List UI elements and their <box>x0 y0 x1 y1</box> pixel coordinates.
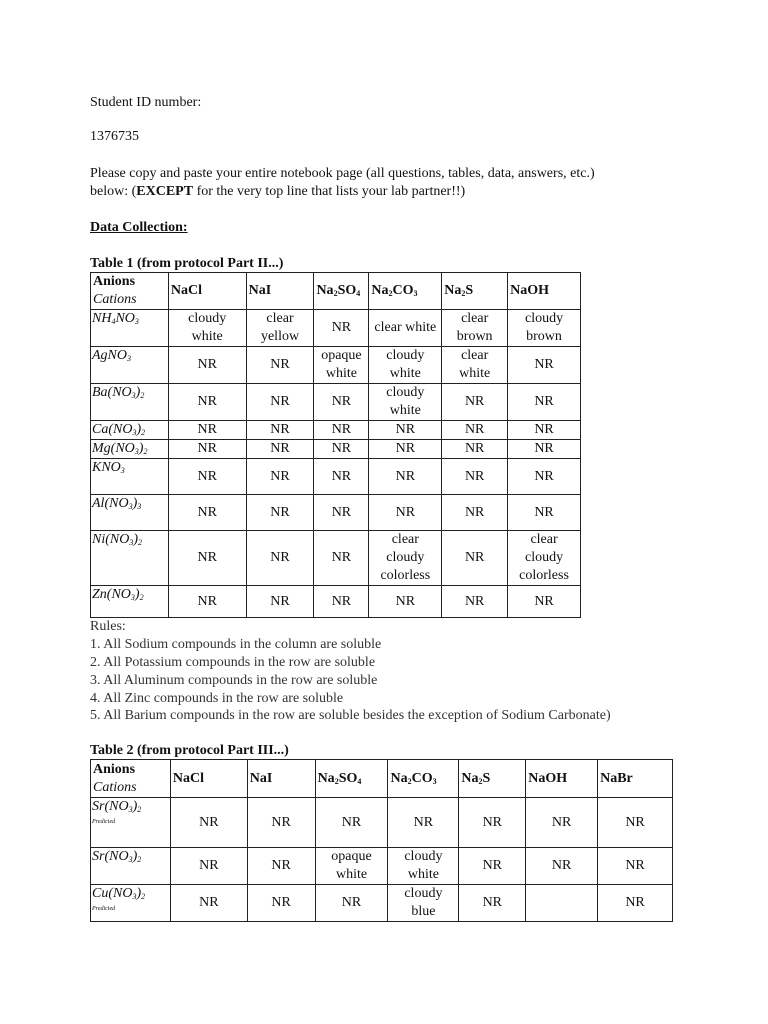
column-header: $Na_2S$ <box>459 760 526 798</box>
result-cell: NR <box>246 440 314 459</box>
result-cell: NR <box>246 421 314 440</box>
anions-label: Anions <box>93 274 136 289</box>
result-cell: clear brown <box>442 310 508 347</box>
result-cell: NR <box>459 798 526 848</box>
result-cell: NR <box>168 421 246 440</box>
table-row <box>91 459 581 495</box>
table-row <box>91 586 581 618</box>
result-cell: NR <box>442 531 508 586</box>
result-cell: NR <box>508 347 581 384</box>
rule-item: 3. All Aluminum compounds in the row are soluble <box>90 673 378 688</box>
cations-label: Cations <box>93 292 137 307</box>
result-cell: opaque white <box>315 848 388 885</box>
student-id-label: Student ID number: <box>90 95 202 110</box>
result-cell: NR <box>459 885 526 922</box>
cation-cell: $Ba(NO_3)_2$ <box>91 384 169 421</box>
table-row <box>91 885 673 922</box>
result-cell: NR <box>168 459 246 495</box>
rule-item: 1. All Sodium compounds in the column are soluble <box>90 637 382 652</box>
result-cell: clear yellow <box>246 310 314 347</box>
result-cell: NR <box>168 495 246 531</box>
column-header: NaOH <box>526 760 598 798</box>
result-cell: NR <box>598 885 673 922</box>
result-cell: NR <box>314 586 369 618</box>
result-cell: NR <box>388 798 459 848</box>
result-cell: NR <box>246 495 314 531</box>
cation-cell: AgNO$_3$ <box>91 347 169 384</box>
result-cell: NR <box>247 885 315 922</box>
cation-cell: $Ca(NO_3)_2$ <box>91 421 169 440</box>
result-cell: NR <box>526 798 598 848</box>
result-cell: NR <box>315 798 388 848</box>
predicted-note: Predicted <box>92 819 116 825</box>
result-cell: NR <box>314 459 369 495</box>
cation-cell: $Ni(NO_3)_2$ <box>91 531 169 586</box>
result-cell: NR <box>246 384 314 421</box>
result-cell: NR <box>442 421 508 440</box>
instruction-line-2-post: for the very top line that lists your lab partner!!) <box>193 184 466 199</box>
table-row <box>91 798 673 848</box>
student-id-value: 1376735 <box>90 129 139 144</box>
table-row <box>91 310 581 347</box>
result-cell: NR <box>508 495 581 531</box>
column-header: $Na_2SO_4$ <box>314 273 369 310</box>
result-cell: cloudy white <box>369 347 442 384</box>
column-header: NaCl <box>170 760 247 798</box>
cation-cell: $Mg(NO_3)_2$ <box>91 440 169 459</box>
table2 <box>90 759 673 922</box>
result-cell: NR <box>168 531 246 586</box>
result-cell: NR <box>170 885 247 922</box>
instruction-except: EXCEPT <box>136 184 194 199</box>
result-cell: NR <box>314 310 369 347</box>
result-cell: NR <box>369 495 442 531</box>
predicted-note: Predicted <box>92 906 116 912</box>
result-cell: NR <box>246 586 314 618</box>
result-cell: NR <box>314 384 369 421</box>
table-row <box>91 531 581 586</box>
rule-item: 4. All Zinc compounds in the row are soluble <box>90 691 344 706</box>
table-row <box>91 384 581 421</box>
result-cell: cloudy white <box>168 310 246 347</box>
result-cell: NR <box>247 848 315 885</box>
result-cell: NR <box>247 798 315 848</box>
instruction-line-1: Please copy and paste your entire notebook page (all questions, tables, data, answers, etc.) <box>90 166 595 181</box>
result-cell: NR <box>314 421 369 440</box>
result-cell: NR <box>442 586 508 618</box>
result-cell: cloudy white <box>369 384 442 421</box>
result-cell: NR <box>314 531 369 586</box>
result-cell: NR <box>598 798 673 848</box>
corner-cell <box>91 760 171 798</box>
result-cell: NR <box>168 347 246 384</box>
result-cell: NR <box>442 459 508 495</box>
cation-cell: $NH_4NO_3$ <box>91 310 169 347</box>
instruction-line-2-pre: below: ( <box>90 184 137 199</box>
result-cell: opaque white <box>314 347 369 384</box>
column-header: NaI <box>246 273 314 310</box>
table-row <box>91 848 673 885</box>
result-cell: NR <box>369 459 442 495</box>
table-row <box>91 347 581 384</box>
result-cell: NR <box>314 495 369 531</box>
result-cell: NR <box>170 798 247 848</box>
table-row <box>91 421 581 440</box>
result-cell <box>526 885 598 922</box>
result-cell: NR <box>442 384 508 421</box>
result-cell: NR <box>459 848 526 885</box>
column-header: $Na_2CO_3$ <box>369 273 442 310</box>
column-header: NaCl <box>168 273 246 310</box>
result-cell: NR <box>442 495 508 531</box>
table-row <box>91 440 581 459</box>
result-cell: clear cloudy colorless <box>369 531 442 586</box>
rule-item: 5. All Barium compounds in the row are soluble besides the exception of Sodium Carbonate) <box>90 708 611 723</box>
result-cell: clear white <box>442 347 508 384</box>
result-cell: NR <box>168 440 246 459</box>
table1 <box>90 272 581 618</box>
cation-cell: $Cu(NO_3)_2$ Predicted <box>91 885 171 922</box>
table-row <box>91 495 581 531</box>
result-cell: NR <box>246 531 314 586</box>
result-cell: NR <box>170 848 247 885</box>
cations-label: Cations <box>93 779 137 795</box>
column-header: $Na_2CO_3$ <box>388 760 459 798</box>
cation-cell: $KNO_3$ <box>91 459 169 495</box>
table1-caption: Table 1 (from protocol Part II...) <box>90 256 284 271</box>
cation-cell: $Zn(NO_3)_2$ <box>91 586 169 618</box>
result-cell: NR <box>508 384 581 421</box>
result-cell: NR <box>246 347 314 384</box>
result-cell: clear white <box>369 310 442 347</box>
column-header: $Na_2S$ <box>442 273 508 310</box>
cation-cell: $Sr(NO_3)_2$ <box>91 848 171 885</box>
table2-caption: Table 2 (from protocol Part III...) <box>90 743 289 758</box>
column-header: NaOH <box>508 273 581 310</box>
result-cell: NR <box>508 421 581 440</box>
result-cell: NR <box>369 586 442 618</box>
cation-cell: $Sr(NO_3)_2$ Predicted <box>91 798 171 848</box>
result-cell: NR <box>314 440 369 459</box>
result-cell: cloudy white <box>388 848 459 885</box>
result-cell: NR <box>369 440 442 459</box>
instruction-line-2 <box>90 183 465 201</box>
column-header: NaI <box>247 760 315 798</box>
section-title: Data Collection: <box>90 220 188 235</box>
anions-label: Anions <box>93 761 136 777</box>
rule-item: 2. All Potassium compounds in the row are soluble <box>90 655 376 670</box>
result-cell: NR <box>168 384 246 421</box>
column-header: $Na_2SO_4$ <box>315 760 388 798</box>
result-cell: NR <box>168 586 246 618</box>
result-cell: cloudy brown <box>508 310 581 347</box>
result-cell: NR <box>246 459 314 495</box>
table-header-row <box>91 760 673 798</box>
result-cell: NR <box>508 459 581 495</box>
rules-title: Rules: <box>90 619 126 634</box>
cation-cell: $Al(NO_3)_3$ <box>91 495 169 531</box>
result-cell: NR <box>369 421 442 440</box>
result-cell: NR <box>526 848 598 885</box>
table-header-row <box>91 273 581 310</box>
result-cell: NR <box>508 440 581 459</box>
result-cell: NR <box>442 440 508 459</box>
result-cell: clear cloudy colorless <box>508 531 581 586</box>
result-cell: NR <box>315 885 388 922</box>
corner-cell <box>91 273 169 310</box>
column-header: NaBr <box>598 760 673 798</box>
result-cell: NR <box>508 586 581 618</box>
result-cell: cloudy blue <box>388 885 459 922</box>
result-cell: NR <box>598 848 673 885</box>
